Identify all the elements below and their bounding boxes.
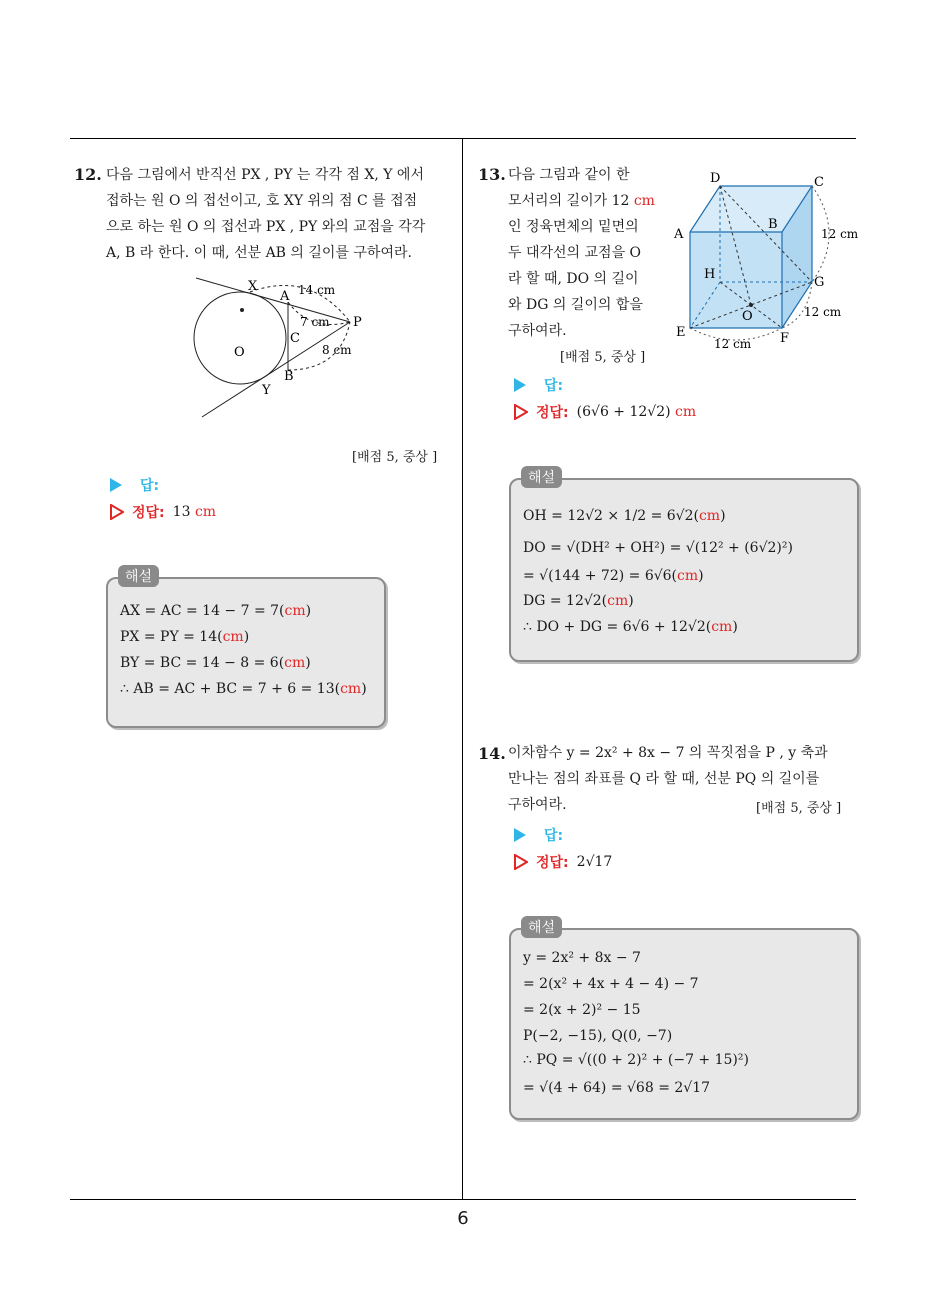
- question-line: 으로 하는 원 O 의 접선과 PX , PY 와의 교점을 각각: [106, 219, 426, 235]
- explanation-line: AX = AC = 14 − 7 = 7(cm): [120, 603, 312, 619]
- svg-text:H: H: [704, 267, 716, 282]
- explanation-tag: 해설: [521, 466, 562, 488]
- question-line: 접하는 원 O 의 접선이고, 호 XY 위의 점 C 를 접점: [106, 193, 418, 209]
- svg-text:12 cm: 12 cm: [804, 305, 842, 319]
- explanation-line: = √(4 + 64) = √68 = 2√17: [523, 1080, 711, 1096]
- outline-play-icon: [110, 504, 124, 520]
- center-dot: [240, 308, 244, 312]
- answer-row[interactable]: [514, 825, 563, 845]
- correct-number: 13: [172, 504, 191, 520]
- ray-py: [202, 322, 350, 417]
- label-len-8: 8 cm: [322, 343, 352, 357]
- explanation-line: P(−2, −15), Q(0, −7): [523, 1028, 673, 1044]
- explanation-line: ∴ AB = AC + BC = 7 + 6 = 13(cm): [120, 681, 367, 697]
- svg-text:B: B: [768, 217, 778, 232]
- question-line: A, B 라 한다. 이 때, 선분 AB 의 길이를 구하여라.: [106, 245, 412, 261]
- correct-label: 정답:: [536, 405, 569, 421]
- question-line: 라 할 때, DO 의 길이: [508, 271, 639, 287]
- play-icon: [110, 478, 122, 492]
- correct-answer-row: [514, 402, 696, 422]
- cube-figure: [668, 168, 860, 350]
- question-line: 와 DG 의 길이의 합을: [508, 297, 643, 313]
- answer-row[interactable]: [514, 375, 563, 395]
- answer-label: 답:: [544, 378, 564, 394]
- question-text: [106, 162, 456, 266]
- page-number: 6: [457, 1208, 469, 1229]
- explanation-box: [509, 470, 859, 662]
- explanation-line: DO = √(DH² + OH²) = √(12² + (6√2)²): [523, 540, 793, 556]
- explanation-line: BY = BC = 14 − 8 = 6(cm): [120, 655, 311, 671]
- bottom-rule: [70, 1199, 856, 1200]
- explanation-line: = √(144 + 72) = 6√6(cm): [523, 568, 704, 584]
- svg-text:12 cm: 12 cm: [714, 337, 752, 350]
- label-o: O: [234, 345, 245, 360]
- correct-value: [173, 504, 216, 520]
- label-a: A: [280, 289, 290, 304]
- explanation-line: = 2(x + 2)² − 15: [523, 1002, 641, 1018]
- answer-label: 답:: [140, 478, 160, 494]
- correct-answer-row: [110, 502, 216, 522]
- explanation-line: ∴ PQ = √((0 + 2)² + (−7 + 15)²): [523, 1052, 749, 1068]
- score-level: [배점 5, 중상 ]: [352, 450, 438, 465]
- top-rule: [70, 138, 856, 139]
- question-text: [508, 162, 663, 344]
- label-len-14: 14 cm: [298, 283, 336, 297]
- label-x: X: [248, 279, 258, 294]
- explanation-box: [509, 920, 859, 1120]
- explanation-line: ∴ DO + DG = 6√6 + 12√2(cm): [523, 619, 738, 635]
- answer-row[interactable]: [110, 475, 159, 495]
- answer-label: 답:: [544, 828, 564, 844]
- play-icon: [514, 828, 526, 842]
- play-icon: [514, 378, 526, 392]
- svg-text:E: E: [676, 325, 686, 340]
- score-level: [배점 5, 중상 ]: [756, 801, 842, 816]
- tangent-circle-figure: [190, 270, 380, 420]
- correct-label: 정답:: [536, 855, 569, 871]
- question-line: 다음 그림에서 반직선 PX , PY 는 각각 점 X, Y 에서: [106, 167, 424, 183]
- label-len-7: 7 cm: [300, 315, 330, 329]
- outline-play-icon: [514, 404, 528, 420]
- score-level: [배점 5, 중상 ]: [560, 350, 646, 365]
- question-number: 13.: [478, 165, 506, 184]
- svg-text:12 cm: 12 cm: [821, 227, 859, 241]
- explanation-tag: 해설: [521, 916, 562, 938]
- column-divider: [462, 138, 463, 1200]
- label-p: P: [353, 315, 362, 330]
- question-line: 인 정육면체의 밑면의: [508, 219, 639, 235]
- question-line: 다음 그림과 같이 한: [508, 167, 630, 183]
- label-y: Y: [262, 383, 271, 398]
- svg-text:O: O: [742, 309, 753, 324]
- explanation-line: OH = 12√2 × 1/2 = 6√2(cm): [523, 508, 726, 524]
- svg-text:A: A: [674, 227, 684, 242]
- explanation-line: y = 2x² + 8x − 7: [523, 950, 641, 966]
- question-line: 만나는 점의 좌표를 Q 라 할 때, 선분 PQ 의 길이를: [508, 771, 820, 787]
- correct-value: 2√17: [576, 854, 613, 870]
- correct-label: 정답:: [132, 505, 165, 521]
- question-number: 12.: [74, 165, 102, 184]
- explanation-line: = 2(x² + 4x + 4 − 4) − 7: [523, 976, 699, 992]
- explanation-line: PX = PY = 14(cm): [120, 629, 250, 645]
- question-line: 구하여라.: [508, 797, 567, 813]
- svg-text:G: G: [814, 275, 825, 290]
- explanation-tag: 해설: [118, 565, 159, 587]
- question-line: 이차함수 y = 2x² + 8x − 7 의 꼭짓점을 P , y 축과: [508, 745, 828, 761]
- outline-play-icon: [514, 854, 528, 870]
- svg-text:D: D: [710, 171, 721, 186]
- label-b: B: [284, 369, 294, 384]
- explanation-line: DG = 12√2(cm): [523, 593, 634, 609]
- svg-text:C: C: [814, 175, 824, 190]
- correct-unit: cm: [194, 504, 217, 520]
- circle-o: [194, 292, 286, 384]
- correct-value: (6√6 + 12√2) cm: [576, 404, 697, 420]
- svg-text:F: F: [780, 331, 790, 346]
- correct-answer-row: [514, 852, 612, 872]
- question-number: 14.: [478, 744, 506, 763]
- explanation-box: [106, 569, 386, 728]
- question-line: 두 대각선의 교점을 O: [508, 245, 642, 261]
- question-line: 구하여라.: [508, 323, 567, 339]
- question-line: 모서리의 길이가 12 cm: [508, 193, 655, 209]
- label-c: C: [290, 331, 300, 346]
